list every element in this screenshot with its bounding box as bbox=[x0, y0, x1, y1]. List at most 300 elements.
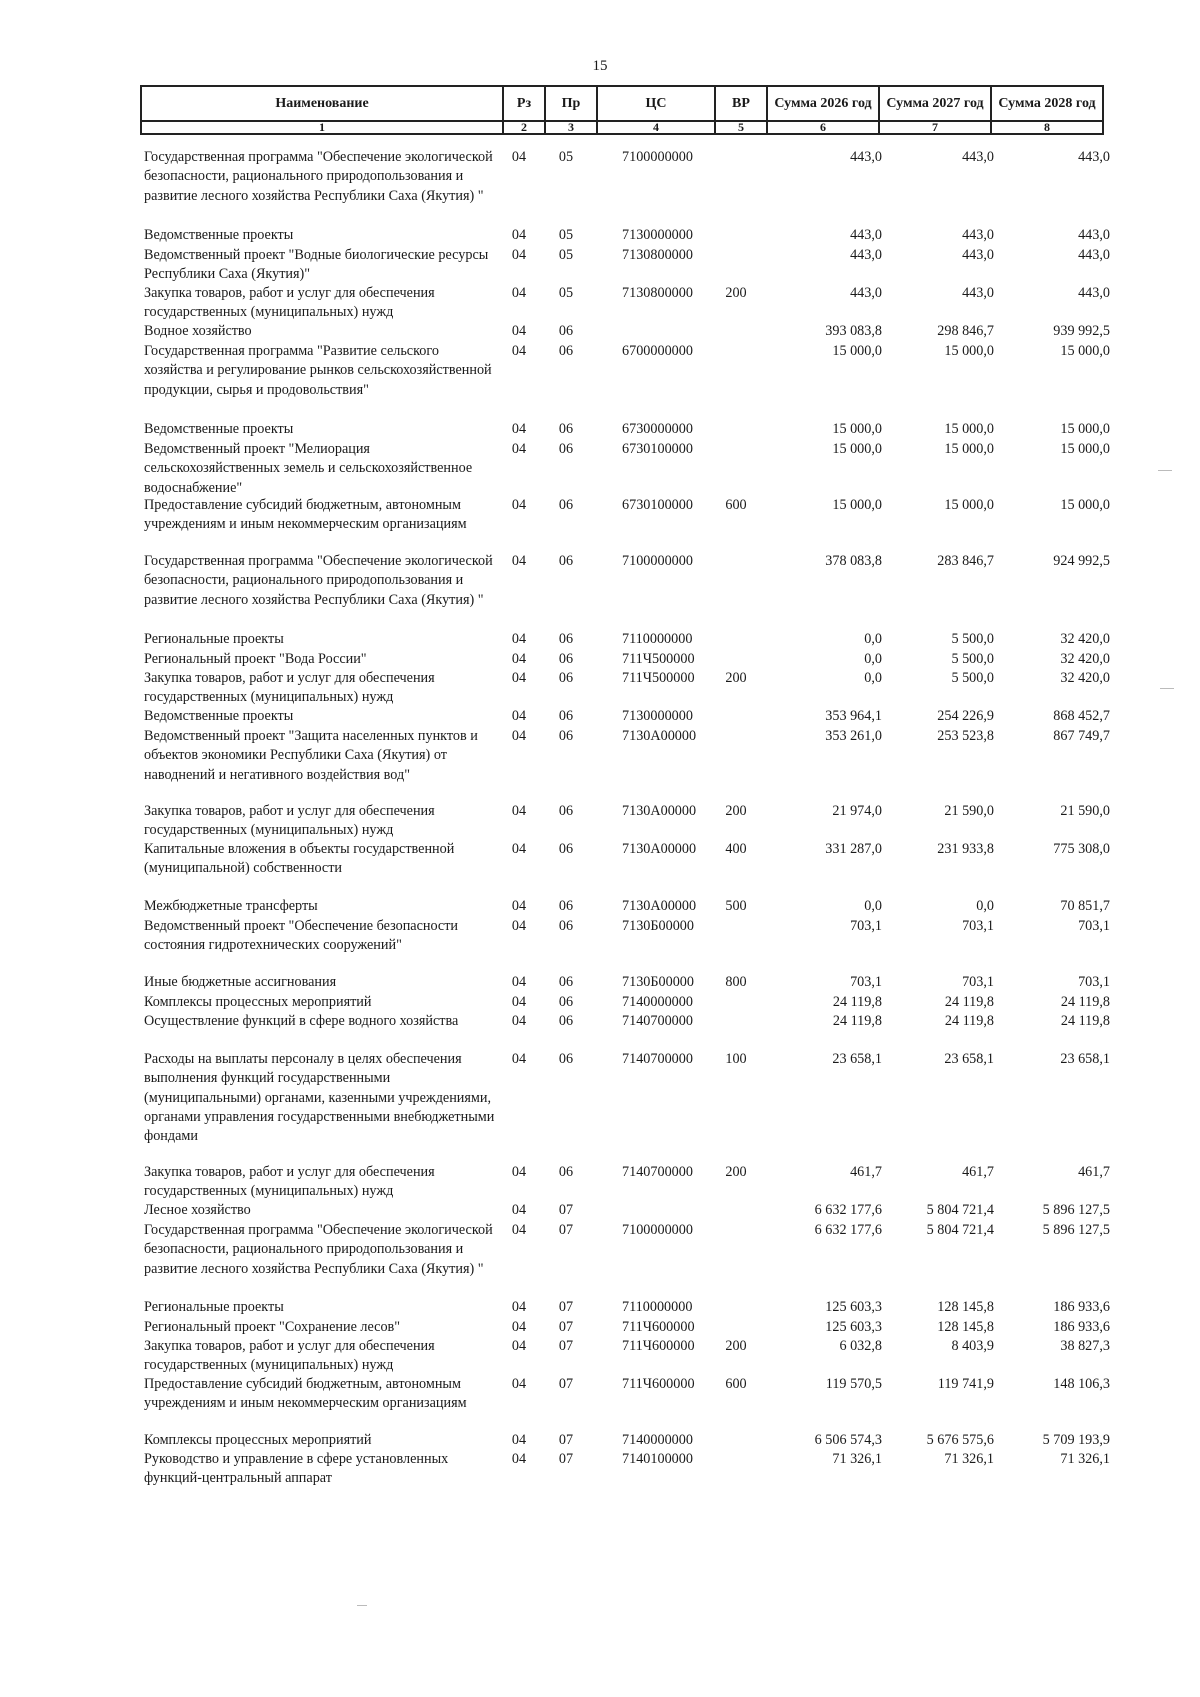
row-sum-2026: 6 632 177,6 bbox=[814, 1222, 882, 1238]
row-rz: 04 bbox=[511, 631, 527, 647]
row-sum-2027: 71 326,1 bbox=[944, 1451, 994, 1467]
table-row bbox=[140, 802, 1110, 841]
row-pr: 05 bbox=[558, 247, 574, 263]
row-sum-2027: 443,0 bbox=[962, 247, 994, 263]
row-cs: 7140700000 bbox=[622, 1051, 693, 1067]
row-sum-2028: 5 709 193,9 bbox=[1042, 1432, 1110, 1448]
table-row bbox=[140, 1375, 1110, 1414]
row-pr: 06 bbox=[558, 1164, 574, 1180]
row-name: Ведомственный проект "Мелиорация сельскохозяйственных земель и сельскохозяйственное водоснабжение" bbox=[144, 441, 473, 496]
row-sum-2027: 443,0 bbox=[962, 285, 994, 301]
table-row bbox=[140, 1450, 1110, 1489]
row-cs: 711Ч600000 bbox=[622, 1376, 695, 1392]
row-vr bbox=[710, 650, 762, 669]
row-vr: 200 bbox=[725, 1164, 747, 1180]
row-rz: 04 bbox=[511, 1319, 527, 1335]
header-sum-2027: Сумма 2027 год bbox=[879, 86, 991, 121]
row-sum-2027: 128 145,8 bbox=[937, 1299, 994, 1315]
row-name: Межбюджетные трансферты bbox=[144, 898, 318, 914]
table-row bbox=[140, 1298, 1110, 1317]
row-cs: 6730100000 bbox=[622, 497, 693, 513]
row-name: Руководство и управление в сфере установленных функций-центральный аппарат bbox=[144, 1451, 449, 1487]
row-sum-2028: 32 420,0 bbox=[1060, 670, 1110, 686]
row-cs: 7130000000 bbox=[622, 708, 693, 724]
row-sum-2027: 21 590,0 bbox=[944, 803, 994, 819]
row-sum-2028: 70 851,7 bbox=[1060, 898, 1110, 914]
row-vr bbox=[710, 917, 762, 956]
row-name: Закупка товаров, работ и услуг для обеспечения государственных (муниципальных) нужд bbox=[144, 1338, 435, 1374]
row-cs: 7100000000 bbox=[622, 149, 693, 165]
row-vr bbox=[710, 1201, 762, 1220]
row-name: Предоставление субсидий бюджетным, автономным учреждениям и иным некоммерческим организациям bbox=[144, 1376, 467, 1412]
row-sum-2028: 21 590,0 bbox=[1060, 803, 1110, 819]
table-row bbox=[140, 1050, 1110, 1146]
header-sum-2026: Сумма 2026 год bbox=[767, 86, 879, 121]
row-sum-2026: 6 632 177,6 bbox=[814, 1202, 882, 1218]
row-name: Иные бюджетные ассигнования bbox=[144, 974, 337, 990]
table-row bbox=[140, 284, 1110, 323]
row-sum-2026: 378 083,8 bbox=[825, 553, 882, 569]
row-vr: 800 bbox=[725, 974, 747, 990]
table-row bbox=[140, 148, 1110, 206]
row-cs: 7140100000 bbox=[622, 1451, 693, 1467]
row-sum-2027: 24 119,8 bbox=[944, 1013, 994, 1029]
row-sum-2027: 5 676 575,6 bbox=[926, 1432, 994, 1448]
row-vr bbox=[710, 1431, 762, 1450]
row-sum-2028: 939 992,5 bbox=[1053, 323, 1110, 339]
table-row bbox=[140, 630, 1110, 649]
row-rz: 04 bbox=[511, 1051, 527, 1067]
row-sum-2026: 0,0 bbox=[864, 898, 882, 914]
row-rz: 04 bbox=[511, 974, 527, 990]
row-sum-2028: 23 658,1 bbox=[1060, 1051, 1110, 1067]
row-vr: 200 bbox=[725, 803, 747, 819]
row-cs: 711Ч600000 bbox=[622, 1319, 695, 1335]
row-name: Закупка товаров, работ и услуг для обеспечения государственных (муниципальных) нужд bbox=[144, 803, 435, 839]
row-pr: 06 bbox=[558, 994, 574, 1010]
row-sum-2028: 443,0 bbox=[1078, 149, 1110, 165]
row-name: Государственная программа "Обеспечение экологической безопасности, рационального природопользования и развитие лесного хозяйства Республики Саха (Якутия) " bbox=[144, 149, 493, 204]
row-sum-2026: 125 603,3 bbox=[825, 1299, 882, 1315]
row-vr: 400 bbox=[725, 841, 747, 857]
row-cs: 7130А00000 bbox=[622, 728, 697, 744]
row-pr: 06 bbox=[558, 670, 574, 686]
row-cs: 7130А00000 bbox=[622, 841, 697, 857]
row-rz: 04 bbox=[511, 651, 527, 667]
row-pr: 06 bbox=[558, 1051, 574, 1067]
row-sum-2026: 24 119,8 bbox=[832, 1013, 882, 1029]
row-rz: 04 bbox=[511, 149, 527, 165]
row-sum-2028: 443,0 bbox=[1078, 247, 1110, 263]
row-sum-2027: 703,1 bbox=[962, 974, 994, 990]
table-row bbox=[140, 342, 1110, 400]
header-num-1: 1 bbox=[141, 121, 503, 134]
row-pr: 06 bbox=[558, 421, 574, 437]
row-sum-2027: 24 119,8 bbox=[944, 994, 994, 1010]
row-sum-2028: 24 119,8 bbox=[1060, 1013, 1110, 1029]
row-name: Ведомственный проект "Защита населенных пунктов и объектов экономики Республики Саха (Якутия) от наводнений и негативного воздействия вод" bbox=[144, 728, 478, 783]
table-row bbox=[140, 1163, 1110, 1202]
row-sum-2026: 0,0 bbox=[864, 651, 882, 667]
row-sum-2027: 443,0 bbox=[962, 149, 994, 165]
table-row bbox=[140, 1012, 1110, 1031]
row-pr: 06 bbox=[558, 918, 574, 934]
row-name: Расходы на выплаты персоналу в целях обеспечения выполнения функций государственными (муниципальными) органами, казенными учреждениями, органами управления государственными внебюджетными фондами bbox=[144, 1051, 495, 1145]
row-vr: 600 bbox=[725, 1376, 747, 1392]
row-pr: 06 bbox=[558, 728, 574, 744]
row-sum-2028: 703,1 bbox=[1078, 974, 1110, 990]
row-cs: 7140000000 bbox=[622, 994, 693, 1010]
row-vr bbox=[710, 1450, 762, 1489]
table-header bbox=[140, 85, 1104, 135]
row-cs: 6700000000 bbox=[622, 343, 693, 359]
row-sum-2028: 24 119,8 bbox=[1060, 994, 1110, 1010]
row-vr bbox=[710, 993, 762, 1012]
row-pr: 06 bbox=[558, 343, 574, 359]
row-sum-2028: 71 326,1 bbox=[1060, 1451, 1110, 1467]
table-row bbox=[140, 1431, 1110, 1450]
row-pr: 06 bbox=[558, 497, 574, 513]
row-sum-2028: 148 106,3 bbox=[1053, 1376, 1110, 1392]
row-vr bbox=[710, 440, 762, 498]
row-sum-2028: 32 420,0 bbox=[1060, 651, 1110, 667]
row-sum-2028: 186 933,6 bbox=[1053, 1319, 1110, 1335]
row-sum-2026: 353 964,1 bbox=[825, 708, 882, 724]
row-name: Ведомственные проекты bbox=[144, 227, 294, 243]
row-vr: 200 bbox=[725, 285, 747, 301]
row-rz: 04 bbox=[511, 1338, 527, 1354]
table-row bbox=[140, 246, 1110, 285]
header-num-5: 5 bbox=[715, 121, 767, 134]
row-cs: 7130Б00000 bbox=[622, 974, 694, 990]
row-cs: 7100000000 bbox=[622, 553, 693, 569]
row-vr bbox=[710, 727, 762, 785]
row-vr bbox=[710, 552, 762, 610]
row-cs: 7130800000 bbox=[622, 285, 693, 301]
row-sum-2027: 443,0 bbox=[962, 227, 994, 243]
row-rz: 04 bbox=[511, 497, 527, 513]
row-rz: 04 bbox=[511, 343, 527, 359]
table-row bbox=[140, 707, 1110, 726]
row-name: Региональный проект "Сохранение лесов" bbox=[144, 1319, 401, 1335]
row-cs: 7110000000 bbox=[622, 1299, 693, 1315]
row-name: Государственная программа "Обеспечение экологической безопасности, рационального природопользования и развитие лесного хозяйства Республики Саха (Якутия) " bbox=[144, 553, 493, 608]
row-rz: 04 bbox=[511, 994, 527, 1010]
row-pr: 07 bbox=[558, 1299, 574, 1315]
row-sum-2028: 867 749,7 bbox=[1053, 728, 1110, 744]
row-sum-2028: 32 420,0 bbox=[1060, 631, 1110, 647]
row-sum-2028: 443,0 bbox=[1078, 227, 1110, 243]
row-cs: 7100000000 bbox=[622, 1222, 693, 1238]
row-sum-2026: 393 083,8 bbox=[825, 323, 882, 339]
row-name: Региональные проекты bbox=[144, 1299, 284, 1315]
row-pr: 06 bbox=[558, 841, 574, 857]
row-sum-2026: 6 032,8 bbox=[839, 1338, 882, 1354]
row-cs bbox=[592, 1201, 710, 1220]
row-rz: 04 bbox=[511, 323, 527, 339]
header-num-3: 3 bbox=[545, 121, 597, 134]
row-rz: 04 bbox=[511, 227, 527, 243]
row-rz: 04 bbox=[511, 553, 527, 569]
row-rz: 04 bbox=[511, 728, 527, 744]
row-name: Закупка товаров, работ и услуг для обеспечения государственных (муниципальных) нужд bbox=[144, 285, 435, 321]
table-row bbox=[140, 993, 1110, 1012]
row-sum-2028: 868 452,7 bbox=[1053, 708, 1110, 724]
row-sum-2027: 5 804 721,4 bbox=[926, 1202, 994, 1218]
row-sum-2028: 5 896 127,5 bbox=[1042, 1202, 1110, 1218]
header-vr: ВР bbox=[715, 86, 767, 121]
row-sum-2027: 283 846,7 bbox=[937, 553, 994, 569]
row-sum-2026: 331 287,0 bbox=[825, 841, 882, 857]
row-cs: 7140000000 bbox=[622, 1432, 693, 1448]
row-sum-2026: 461,7 bbox=[850, 1164, 882, 1180]
row-cs bbox=[592, 322, 710, 341]
table-row bbox=[140, 1337, 1110, 1376]
row-sum-2027: 253 523,8 bbox=[937, 728, 994, 744]
row-name: Региональные проекты bbox=[144, 631, 284, 647]
row-sum-2027: 231 933,8 bbox=[937, 841, 994, 857]
row-sum-2028: 186 933,6 bbox=[1053, 1299, 1110, 1315]
row-sum-2026: 21 974,0 bbox=[832, 803, 882, 819]
row-sum-2028: 443,0 bbox=[1078, 285, 1110, 301]
table-row bbox=[140, 552, 1110, 610]
row-rz: 04 bbox=[511, 1376, 527, 1392]
row-sum-2026: 0,0 bbox=[864, 670, 882, 686]
row-sum-2028: 15 000,0 bbox=[1060, 343, 1110, 359]
row-sum-2027: 5 500,0 bbox=[951, 651, 994, 667]
row-cs: 6730000000 bbox=[622, 421, 693, 437]
header-rz: Рз bbox=[503, 86, 545, 121]
row-sum-2026: 0,0 bbox=[864, 631, 882, 647]
row-sum-2026: 15 000,0 bbox=[832, 421, 882, 437]
row-vr bbox=[710, 1012, 762, 1031]
row-vr bbox=[710, 342, 762, 400]
row-pr: 06 bbox=[558, 553, 574, 569]
row-pr: 06 bbox=[558, 1013, 574, 1029]
row-rz: 04 bbox=[511, 918, 527, 934]
row-sum-2028: 703,1 bbox=[1078, 918, 1110, 934]
row-sum-2026: 24 119,8 bbox=[832, 994, 882, 1010]
row-name: Капитальные вложения в объекты государственной (муниципальной) собственности bbox=[144, 841, 455, 877]
scan-mark bbox=[357, 1605, 367, 1606]
row-pr: 06 bbox=[558, 441, 574, 457]
row-pr: 05 bbox=[558, 227, 574, 243]
row-sum-2028: 461,7 bbox=[1078, 1164, 1110, 1180]
row-rz: 04 bbox=[511, 708, 527, 724]
row-sum-2026: 443,0 bbox=[850, 227, 882, 243]
row-sum-2026: 15 000,0 bbox=[832, 497, 882, 513]
header-num-7: 7 bbox=[879, 121, 991, 134]
row-cs: 711Ч600000 bbox=[622, 1338, 695, 1354]
row-vr: 500 bbox=[725, 898, 747, 914]
row-sum-2027: 15 000,0 bbox=[944, 441, 994, 457]
row-vr bbox=[710, 420, 762, 439]
row-sum-2026: 15 000,0 bbox=[832, 441, 882, 457]
row-pr: 07 bbox=[558, 1319, 574, 1335]
row-sum-2026: 443,0 bbox=[850, 149, 882, 165]
row-pr: 07 bbox=[558, 1202, 574, 1218]
row-sum-2026: 23 658,1 bbox=[832, 1051, 882, 1067]
row-sum-2028: 15 000,0 bbox=[1060, 441, 1110, 457]
row-rz: 04 bbox=[511, 1164, 527, 1180]
row-pr: 07 bbox=[558, 1451, 574, 1467]
table-row bbox=[140, 226, 1110, 245]
row-rz: 04 bbox=[511, 841, 527, 857]
row-sum-2027: 23 658,1 bbox=[944, 1051, 994, 1067]
row-name: Комплексы процессных мероприятий bbox=[144, 994, 372, 1010]
row-cs: 7110000000 bbox=[622, 631, 693, 647]
row-sum-2026: 6 506 574,3 bbox=[814, 1432, 882, 1448]
row-pr: 06 bbox=[558, 708, 574, 724]
row-name: Предоставление субсидий бюджетным, автономным учреждениям и иным некоммерческим организациям bbox=[144, 497, 467, 533]
table-row bbox=[140, 840, 1110, 879]
row-rz: 04 bbox=[511, 1432, 527, 1448]
row-cs: 7130800000 bbox=[622, 247, 693, 263]
row-cs: 7130Б00000 bbox=[622, 918, 694, 934]
row-sum-2028: 38 827,3 bbox=[1060, 1338, 1110, 1354]
header-num-2: 2 bbox=[503, 121, 545, 134]
row-rz: 04 bbox=[511, 898, 527, 914]
table-row bbox=[140, 897, 1110, 916]
row-vr bbox=[710, 1318, 762, 1337]
row-sum-2027: 15 000,0 bbox=[944, 497, 994, 513]
row-sum-2027: 15 000,0 bbox=[944, 343, 994, 359]
row-rz: 04 bbox=[511, 1451, 527, 1467]
page-number: 15 bbox=[592, 58, 608, 74]
table-row bbox=[140, 1221, 1110, 1279]
row-pr: 06 bbox=[558, 803, 574, 819]
row-sum-2027: 119 741,9 bbox=[937, 1376, 994, 1392]
row-pr: 07 bbox=[558, 1338, 574, 1354]
row-sum-2026: 703,1 bbox=[850, 974, 882, 990]
row-cs: 7130000000 bbox=[622, 227, 693, 243]
row-sum-2027: 461,7 bbox=[962, 1164, 994, 1180]
row-sum-2028: 15 000,0 bbox=[1060, 421, 1110, 437]
row-vr bbox=[710, 1298, 762, 1317]
row-sum-2028: 5 896 127,5 bbox=[1042, 1222, 1110, 1238]
row-rz: 04 bbox=[511, 441, 527, 457]
row-rz: 04 bbox=[511, 1013, 527, 1029]
row-sum-2026: 443,0 bbox=[850, 247, 882, 263]
row-sum-2027: 128 145,8 bbox=[937, 1319, 994, 1335]
row-sum-2026: 119 570,5 bbox=[825, 1376, 882, 1392]
row-vr bbox=[710, 707, 762, 726]
row-sum-2026: 353 261,0 bbox=[825, 728, 882, 744]
table-row bbox=[140, 917, 1110, 956]
row-cs: 7140700000 bbox=[622, 1013, 693, 1029]
table-row bbox=[140, 669, 1110, 708]
row-rz: 04 bbox=[511, 285, 527, 301]
row-sum-2026: 71 326,1 bbox=[832, 1451, 882, 1467]
row-sum-2027: 15 000,0 bbox=[944, 421, 994, 437]
row-name: Осуществление функций в сфере водного хозяйства bbox=[144, 1013, 459, 1029]
row-name: Ведомственные проекты bbox=[144, 421, 294, 437]
row-vr bbox=[710, 226, 762, 245]
row-vr bbox=[710, 1221, 762, 1279]
table-row bbox=[140, 1201, 1110, 1220]
row-sum-2026: 703,1 bbox=[850, 918, 882, 934]
row-sum-2027: 5 804 721,4 bbox=[926, 1222, 994, 1238]
row-cs: 6730100000 bbox=[622, 441, 693, 457]
table-row bbox=[140, 727, 1110, 785]
row-name: Водное хозяйство bbox=[144, 323, 252, 339]
row-name: Закупка товаров, работ и услуг для обеспечения государственных (муниципальных) нужд bbox=[144, 1164, 435, 1200]
header-num-4: 4 bbox=[597, 121, 715, 134]
row-rz: 04 bbox=[511, 1299, 527, 1315]
table-row bbox=[140, 973, 1110, 992]
row-name: Закупка товаров, работ и услуг для обеспечения государственных (муниципальных) нужд bbox=[144, 670, 435, 706]
row-cs: 7130А00000 bbox=[622, 898, 697, 914]
row-vr: 100 bbox=[725, 1051, 747, 1067]
row-vr: 200 bbox=[725, 670, 747, 686]
scan-mark bbox=[1158, 470, 1172, 471]
header-pr: Пр bbox=[545, 86, 597, 121]
header-sum-2028: Сумма 2028 год bbox=[991, 86, 1103, 121]
row-sum-2026: 15 000,0 bbox=[832, 343, 882, 359]
header-cs: ЦС bbox=[597, 86, 715, 121]
table-row bbox=[140, 650, 1110, 669]
row-rz: 04 bbox=[511, 670, 527, 686]
row-cs: 711Ч500000 bbox=[622, 651, 695, 667]
row-sum-2027: 703,1 bbox=[962, 918, 994, 934]
row-name: Региональный проект "Вода России" bbox=[144, 651, 367, 667]
row-cs: 711Ч500000 bbox=[622, 670, 695, 686]
row-sum-2027: 298 846,7 bbox=[937, 323, 994, 339]
row-rz: 04 bbox=[511, 1222, 527, 1238]
row-name: Ведомственный проект "Водные биологические ресурсы Республики Саха (Якутия)" bbox=[144, 247, 489, 283]
table-row bbox=[140, 322, 1110, 341]
row-name: Ведомственный проект "Обеспечение безопасности состояния гидротехнических сооружений" bbox=[144, 918, 459, 954]
row-pr: 06 bbox=[558, 631, 574, 647]
row-pr: 07 bbox=[558, 1432, 574, 1448]
row-sum-2026: 443,0 bbox=[850, 285, 882, 301]
row-pr: 06 bbox=[558, 323, 574, 339]
row-pr: 06 bbox=[558, 651, 574, 667]
row-vr bbox=[710, 148, 762, 206]
row-name: Лесное хозяйство bbox=[144, 1202, 251, 1218]
row-pr: 07 bbox=[558, 1376, 574, 1392]
table-row bbox=[140, 420, 1110, 439]
row-vr: 200 bbox=[725, 1338, 747, 1354]
row-cs: 7140700000 bbox=[622, 1164, 693, 1180]
row-sum-2028: 15 000,0 bbox=[1060, 497, 1110, 513]
header-num-6: 6 bbox=[767, 121, 879, 134]
row-pr: 06 bbox=[558, 974, 574, 990]
row-name: Ведомственные проекты bbox=[144, 708, 294, 724]
row-vr bbox=[710, 246, 762, 285]
row-cs: 7130А00000 bbox=[622, 803, 697, 819]
row-sum-2027: 0,0 bbox=[976, 898, 994, 914]
header-num-8: 8 bbox=[991, 121, 1103, 134]
table-row bbox=[140, 1318, 1110, 1337]
header-name: Наименование bbox=[141, 86, 503, 121]
row-vr bbox=[710, 322, 762, 341]
row-rz: 04 bbox=[511, 803, 527, 819]
row-sum-2027: 5 500,0 bbox=[951, 670, 994, 686]
scan-mark bbox=[1160, 688, 1174, 689]
row-sum-2026: 125 603,3 bbox=[825, 1319, 882, 1335]
row-sum-2027: 8 403,9 bbox=[951, 1338, 994, 1354]
row-name: Комплексы процессных мероприятий bbox=[144, 1432, 372, 1448]
row-rz: 04 bbox=[511, 247, 527, 263]
table-row bbox=[140, 496, 1110, 535]
row-rz: 04 bbox=[511, 421, 527, 437]
row-sum-2027: 5 500,0 bbox=[951, 631, 994, 647]
row-sum-2028: 775 308,0 bbox=[1053, 841, 1110, 857]
row-pr: 05 bbox=[558, 285, 574, 301]
row-pr: 05 bbox=[558, 149, 574, 165]
row-name: Государственная программа "Обеспечение экологической безопасности, рационального природопользования и развитие лесного хозяйства Республики Саха (Якутия) " bbox=[144, 1222, 493, 1277]
